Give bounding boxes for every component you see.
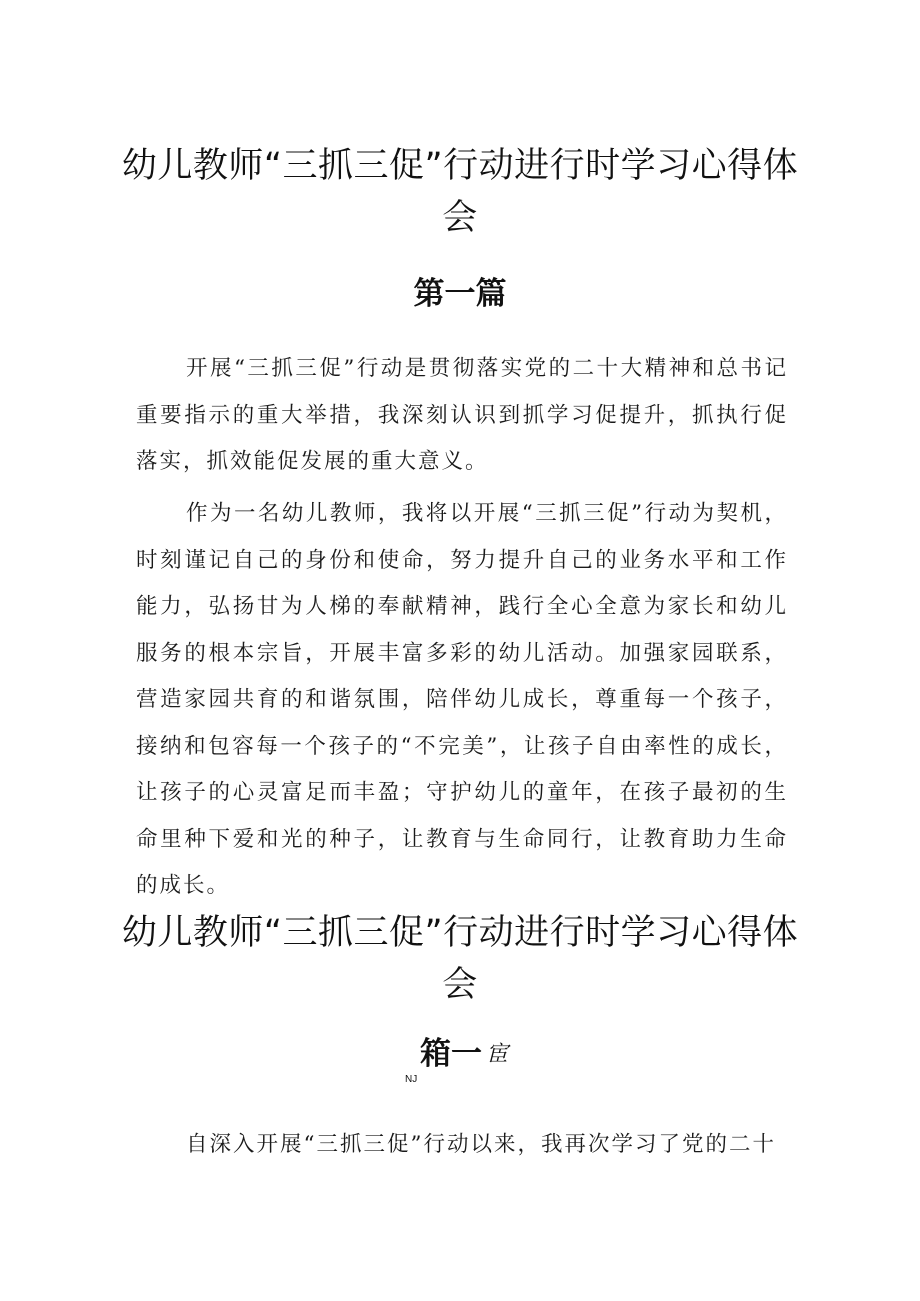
- chapter-heading-artifact: NJ: [405, 1074, 418, 1085]
- body-paragraph: 自深入开展“三抓三促”行动以来，我再次学习了党的二十: [186, 1132, 776, 1157]
- title-line: 会: [442, 198, 478, 238]
- document-title-2: [120, 907, 800, 1011]
- document-title-1: [120, 140, 800, 244]
- chapter-heading: 第一篇: [413, 276, 507, 312]
- body-paragraph: 作为一名幼儿教师，我将以开展“三抓三促”行动为契机，时刻谨记自己的身份和使命，努力提升自己的业务水平和工作能力，弘扬甘为人梯的奉献精神，践行全心全意为家长和幼儿服务的根本宗旨，开展丰富多彩的幼儿活动。加强家园联系，营造家园共育的和谐氛围，陪伴幼儿成长，尊重每一个孩子，接纳和包容每一个孩子的“不完美”，让孩子自由率性的成长，让孩子的心灵富足而丰盈；守护幼儿的童年，在孩子最初的生命里种下爱和光的种子，让教育与生命同行，让教育助力生命的成长。: [136, 501, 788, 898]
- chapter-heading-fragment: 宦: [486, 1042, 509, 1067]
- body-paragraph: 开展“三抓三促”行动是贯彻落实党的二十大精神和总书记重要指示的重大举措，我深刻认识到抓学习促提升，抓执行促落实，抓效能促发展的重大意义。: [136, 356, 788, 474]
- chapter-heading-text: 箱一: [420, 1036, 482, 1072]
- title-line: 幼儿教师“三抓三促”行动进行时学习心得体: [121, 913, 799, 953]
- chapter-heading-garbled: [405, 1034, 540, 1094]
- title-line: 幼儿教师“三抓三促”行动进行时学习心得体: [121, 146, 799, 186]
- title-line: 会: [442, 965, 478, 1005]
